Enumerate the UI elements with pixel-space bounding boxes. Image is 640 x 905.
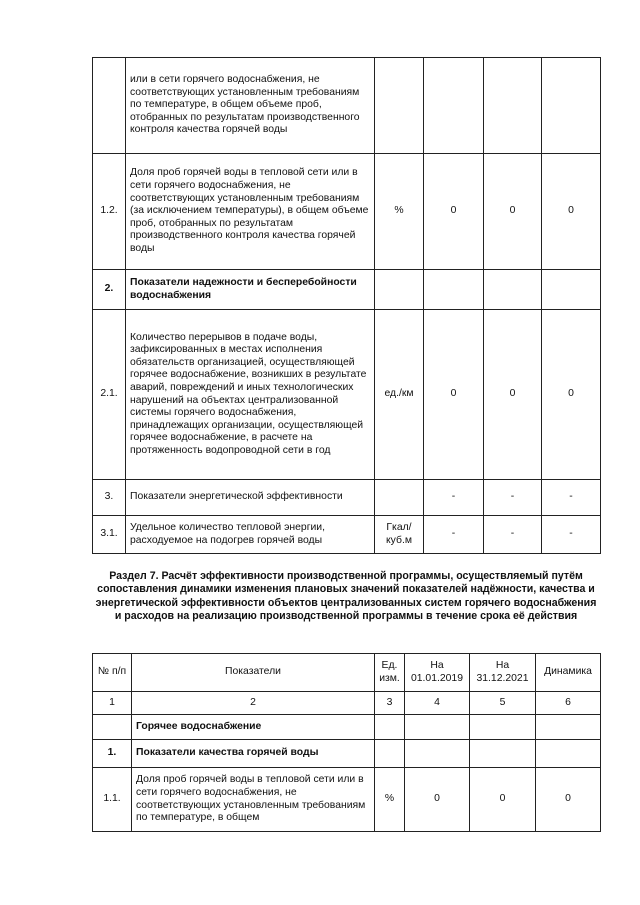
unit-cell: % [375, 154, 424, 270]
row-number: 1. [93, 740, 132, 768]
indicator-text: или в сети горячего водоснабжения, не соответствующих установленным требованиям по температуре, в общем объеме проб, отобранных по результатам производственного контроля качества горячей воды [126, 58, 375, 154]
unit-cell [375, 740, 405, 768]
table-row [93, 740, 601, 768]
indicator-text: Показатели энергетической эффективности [126, 480, 375, 516]
indicator-text: Удельное количество тепловой энергии, расходуемое на подогрев горячей воды [126, 516, 375, 554]
column-number: 2 [132, 692, 375, 715]
table-row [93, 154, 601, 270]
value-cell [542, 270, 601, 310]
value-cell: - [424, 516, 484, 554]
unit-cell [375, 715, 405, 740]
value-cell: - [542, 480, 601, 516]
value-cell: 0 [542, 310, 601, 480]
table-row [93, 270, 601, 310]
value-cell: 0 [542, 154, 601, 270]
efficiency-table [92, 653, 601, 832]
column-number: 3 [375, 692, 405, 715]
value-cell [484, 58, 542, 154]
table-row [93, 310, 601, 480]
unit-cell [375, 58, 424, 154]
value-cell: 0 [424, 310, 484, 480]
header-date-start: На 01.01.2019 [405, 654, 470, 692]
value-cell [424, 270, 484, 310]
value-cell: - [424, 480, 484, 516]
row-number: 2.1. [93, 310, 126, 480]
table-row [93, 480, 601, 516]
indicator-text: Доля проб горячей воды в тепловой сети или в сети горячего водоснабжения, не соответствующих установленным требованиям по температуре, в общем [132, 768, 375, 832]
header-unit: Ед. изм. [375, 654, 405, 692]
header-dynamics: Динамика [536, 654, 601, 692]
column-number: 1 [93, 692, 132, 715]
unit-cell: ед./км [375, 310, 424, 480]
row-number [93, 58, 126, 154]
row-number: 3.1. [93, 516, 126, 554]
column-number-row [93, 692, 601, 715]
row-number: 1.2. [93, 154, 126, 270]
indicator-text: Доля проб горячей воды в тепловой сети или в сети горячего водоснабжения, не соответствующих установленным требованиям (за исключением температуры), в общем объеме проб, отобранных по результатам производственного контроля качества горячей воды [126, 154, 375, 270]
value-cell [424, 58, 484, 154]
value-cell: 0 [484, 310, 542, 480]
table-row [93, 768, 601, 832]
value-cell [542, 58, 601, 154]
value-cell: 0 [405, 768, 470, 832]
row-number [93, 715, 132, 740]
row-number: 1.1. [93, 768, 132, 832]
table-row [93, 715, 601, 740]
section-7-heading: Раздел 7. Расчёт эффективности производственной программы, осуществляемый путём сопоставления динамики изменения плановых значений показателей надёжности, качества и энергетической эффективности объектов централизованных систем горячего водоснабжения и расходов на реализацию производственной программы в течение срока её действия [95, 570, 597, 623]
value-cell: - [484, 516, 542, 554]
value-cell [484, 270, 542, 310]
value-cell [536, 715, 601, 740]
row-number: 2. [93, 270, 126, 310]
unit-cell: % [375, 768, 405, 832]
value-cell: 0 [424, 154, 484, 270]
value-cell [470, 740, 536, 768]
table-row [93, 58, 601, 154]
header-indicators: Показатели [132, 654, 375, 692]
column-number: 6 [536, 692, 601, 715]
unit-cell [375, 270, 424, 310]
value-cell: 0 [470, 768, 536, 832]
header-date-end: На 31.12.2021 [470, 654, 536, 692]
column-number: 5 [470, 692, 536, 715]
table-header-row [93, 654, 601, 692]
value-cell: 0 [536, 768, 601, 832]
value-cell [536, 740, 601, 768]
group-heading-text: Горячее водоснабжение [132, 715, 375, 740]
indicator-text: Количество перерывов в подаче воды, зафиксированных в местах исполнения обязательств организацией, осуществляющей горячее водоснабжение, возникших в результате аварий, повреждений и иных технологических нарушений на объектах централизованной системы горячего водоснабжения, принадлежащих организации, осуществляющей горячее водоснабжение, в расчете на протяженность водопроводной сети в год [126, 310, 375, 480]
header-number: № п/п [93, 654, 132, 692]
indicators-table-continued [92, 57, 601, 554]
section-heading-text: Показатели качества горячей воды [132, 740, 375, 768]
value-cell: 0 [484, 154, 542, 270]
column-number: 4 [405, 692, 470, 715]
section-heading-text: Показатели надежности и бесперебойности водоснабжения [126, 270, 375, 310]
row-number: 3. [93, 480, 126, 516]
value-cell: - [542, 516, 601, 554]
table-row [93, 516, 601, 554]
unit-cell [375, 480, 424, 516]
value-cell: - [484, 480, 542, 516]
value-cell [405, 740, 470, 768]
unit-cell: Гкал/ куб.м [375, 516, 424, 554]
value-cell [405, 715, 470, 740]
value-cell [470, 715, 536, 740]
